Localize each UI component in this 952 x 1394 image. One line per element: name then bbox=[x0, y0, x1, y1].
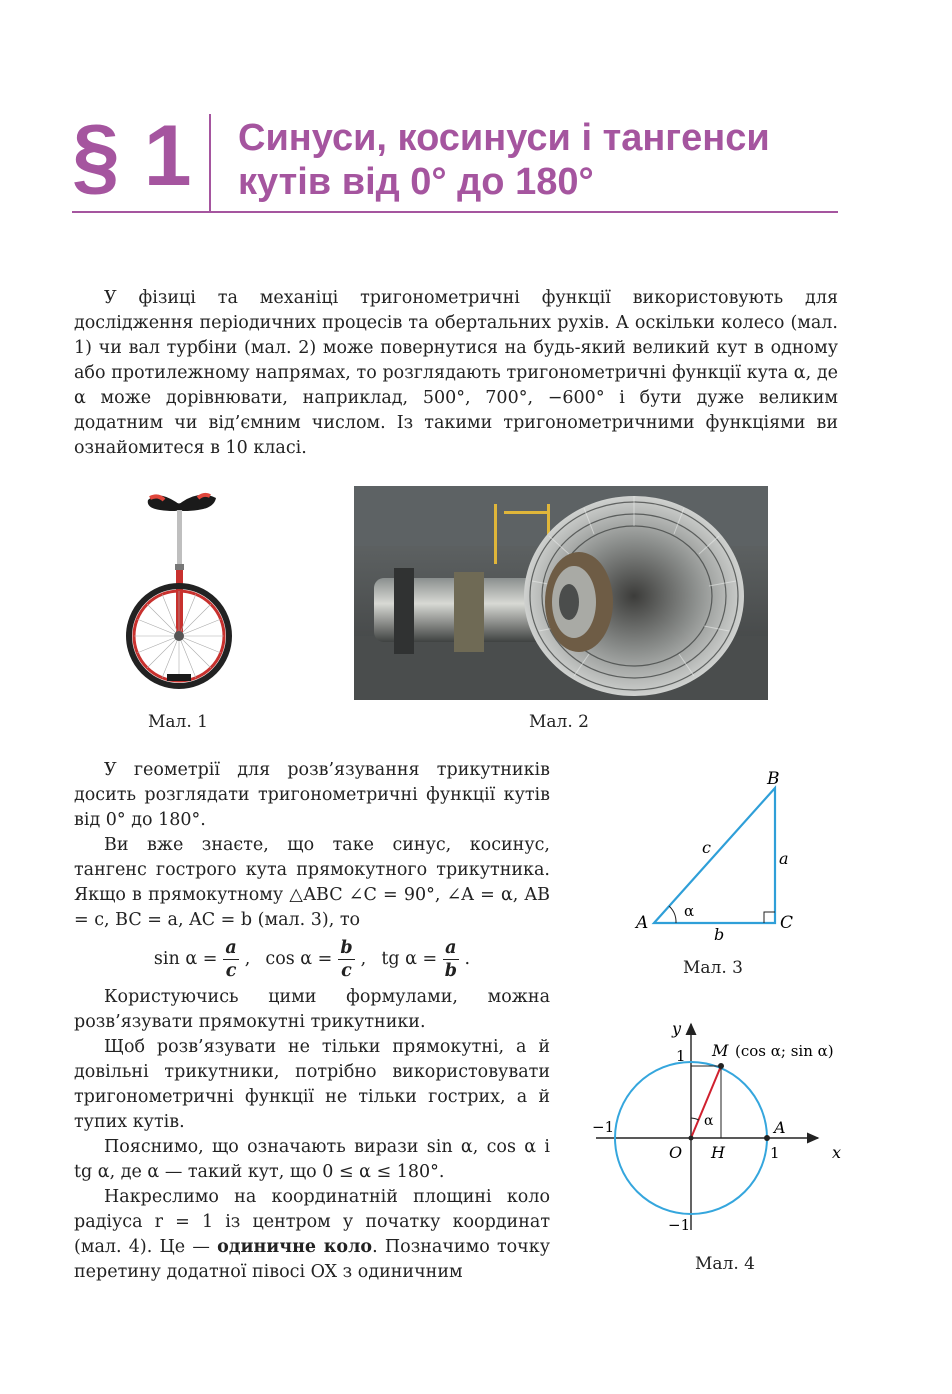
main-text bbox=[74, 758, 550, 1285]
cos-fraction bbox=[338, 937, 354, 982]
paragraph-1: У геометрії для розв’язування трикутників досить розглядати тригонометричні функції кутів від 0° до 180°. bbox=[74, 760, 550, 830]
paragraph-6 bbox=[74, 1185, 550, 1285]
side-c-label: c bbox=[702, 838, 711, 857]
unit-circle-figure bbox=[588, 1018, 850, 1240]
header-divider-horizontal bbox=[72, 211, 838, 213]
angle-arc bbox=[691, 1118, 699, 1120]
origin-point bbox=[689, 1136, 694, 1141]
cos-label: cos α = bbox=[265, 948, 333, 969]
tg-label: tg α = bbox=[381, 948, 438, 969]
x-tick-neg1: −1 bbox=[592, 1118, 615, 1136]
x-axis-label: x bbox=[832, 1143, 842, 1162]
vertex-c-label: C bbox=[780, 913, 794, 933]
paragraph-2: Ви вже знаєте, що таке синус, косинус, тангенс гострого кута прямокутного трикутника. Якщо в прямокутному △ABC ∠C = 90°, ∠A = α, AB = c, BC = a, AC = b (мал. 3), то bbox=[74, 835, 550, 930]
paragraph-6-end: . Позначимо точку перетину додатної півосі OX з одиничним bbox=[74, 1237, 550, 1282]
page-title bbox=[238, 116, 858, 204]
point-m-label: M bbox=[712, 1041, 729, 1060]
unit-circle-term: одиничне коло bbox=[217, 1237, 373, 1257]
point-h-label: H bbox=[711, 1143, 725, 1162]
paragraph-4: Щоб розв’язувати не тільки прямокутні, а й довільні трикутники, потрібно використовувати тригонометричні функції не тільки гострих, а й тупих кутів. bbox=[74, 1037, 550, 1132]
angle-arc bbox=[669, 906, 676, 923]
sin-denominator: c bbox=[225, 960, 237, 981]
tg-numerator: a bbox=[445, 937, 457, 958]
trig-formula: sin α = $\frac{a}{c}$ , cos α = $\frac{b}{c}$ , tg α = $\frac{a}{b}$ . bbox=[153, 937, 471, 981]
vertex-b-label: B bbox=[767, 769, 780, 789]
tg-denominator: b bbox=[444, 960, 457, 981]
paragraph-5: Пояснимо, що означають вирази sin α, cos α і tg α, де α — такий кут, що 0 ≤ α ≤ 180°. bbox=[74, 1137, 550, 1182]
triangle-abc bbox=[654, 788, 775, 923]
fig3-caption: Мал. 3 bbox=[683, 958, 743, 978]
paragraph-6-start: Накреслимо на координатній площині коло радіуса r = 1 із центром у початку координат (мал. 4). Це — bbox=[74, 1187, 550, 1257]
tg-fraction bbox=[443, 937, 458, 982]
y-tick-neg1: −1 bbox=[668, 1216, 691, 1234]
turbine-photo bbox=[354, 486, 768, 700]
origin-label: O bbox=[669, 1143, 683, 1162]
vertex-a-label: A bbox=[636, 913, 649, 933]
alpha-label: α bbox=[704, 1113, 714, 1129]
side-a-label: a bbox=[779, 849, 789, 868]
fig2-caption: Мал. 2 bbox=[529, 712, 589, 732]
title-line-2: кутів від 0° до 180° bbox=[238, 161, 594, 203]
fig4-caption: Мал. 4 bbox=[695, 1254, 755, 1274]
triangle-figure bbox=[620, 764, 810, 940]
unicycle-photo bbox=[118, 486, 240, 692]
y-tick-1: 1 bbox=[676, 1047, 686, 1065]
cos-denominator: c bbox=[341, 960, 352, 981]
point-a-label: A bbox=[774, 1118, 786, 1137]
header-divider-vertical bbox=[209, 114, 211, 212]
point-m-coords: (cos α; sin α) bbox=[735, 1042, 834, 1060]
section-number: § 1 bbox=[72, 108, 192, 204]
point-m bbox=[718, 1063, 724, 1069]
x-tick-1: 1 bbox=[770, 1144, 780, 1162]
side-b-label: b bbox=[714, 925, 725, 940]
title-line-1: Синуси, косинуси і тангенси bbox=[238, 117, 770, 159]
alpha-label: α bbox=[684, 902, 695, 920]
sin-numerator: a bbox=[225, 937, 237, 958]
right-angle-mark bbox=[764, 912, 775, 923]
fig1-caption: Мал. 1 bbox=[148, 712, 208, 732]
sin-fraction bbox=[223, 937, 238, 982]
sin-label: sin α = bbox=[153, 948, 218, 969]
cos-numerator: b bbox=[340, 937, 353, 958]
paragraph-3: Користуючись цими формулами, можна розв’язувати прямокутні трикутники. bbox=[74, 987, 550, 1032]
intro-text bbox=[74, 286, 838, 461]
y-axis-label: y bbox=[672, 1019, 682, 1038]
point-a bbox=[764, 1135, 770, 1141]
intro-paragraph: У фізиці та механіці тригонометричні функції використовують для дослідження періодичних процесів та обертальних рухів. А оскільки колесо (мал. 1) чи вал турбіни (мал. 2) може повернутися на будь-який великий кут в одному або протилежному напрямах, то розглядають тригонометричні функції кута α, де α може дорівнювати, наприклад, 500°, 700°, −600° і бути дуже великим додатним чи від’ємним числом. Із такими тригонометричними функціями ви ознайомитеся в 10 класі. bbox=[74, 288, 838, 458]
